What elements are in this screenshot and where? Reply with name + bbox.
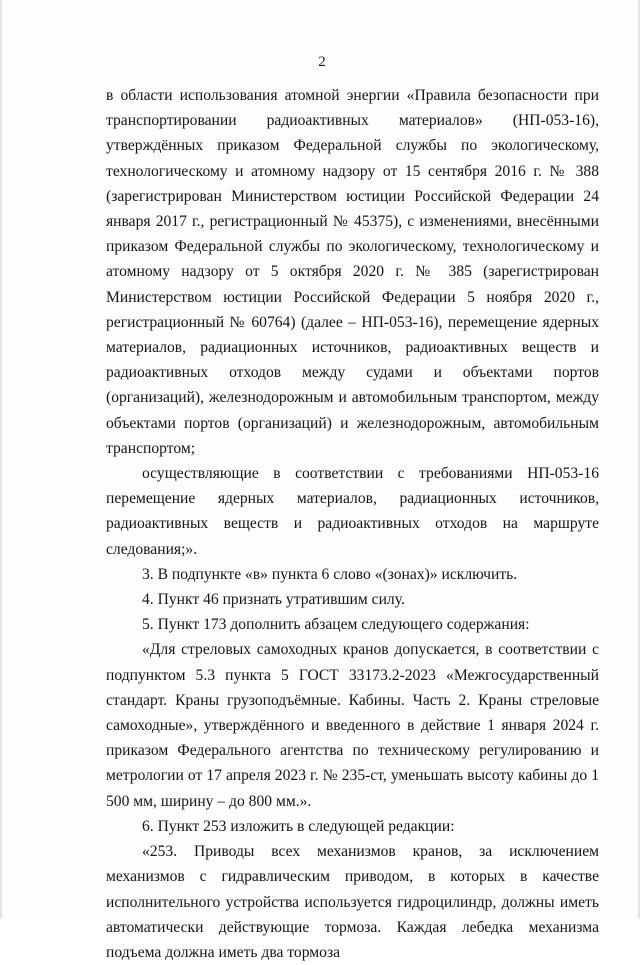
paragraph-quoted-addition: «Для стреловых самоходных кранов допускается, в соответствии с подпунктом 5.3 пункта 5 ГОСТ 33173.2-2023 «Межгосударственный стандарт. Краны грузоподъёмные. Кабины. Часть 2. Краны стреловые самоходные», утверждённого и введенного в действие 1 января 2024 г. приказом Федерального агентства по техническому регулированию и метрологии от 17 апреля 2023 г. № 235-ст, уменьшать высоту кабины до 1 500 мм, ширину – до 800 мм.». — [106, 641, 599, 810]
paragraph-item-5: 5. Пункт 173 дополнить абзацем следующего содержания: — [142, 616, 530, 634]
document-body — [106, 83, 599, 965]
paragraph-item-4: 4. Пункт 46 признать утратившим силу. — [142, 591, 405, 609]
paragraph-item-6: 6. Пункт 253 изложить в следующей редакции: — [142, 817, 455, 835]
paragraph-list-item: осуществляющие в соответствии с требованиями НП-053-16 перемещение ядерных материалов, радиационных источников, радиоактивных веществ и радиоактивных отходов на маршруте следования;». — [106, 465, 599, 558]
page-number: 2 — [318, 54, 326, 70]
paragraph-continuation: в области использования атомной энергии «Правила безопасности при транспортировании радиоактивных материалов» (НП-053-16), утверждённых приказом Федеральной службы по экологическому, технологическому и атомному надзору от 15 сентября 2016 г. № 388 (зарегистрирован Министерством юстиции Российской Федерации 24 января 2017 г., регистрационный № 45375), с изменениями, внесёнными приказом Федеральной службы по экологическому, технологическому и атомному надзору от 5 октября 2020 г. № 385 (зарегистрирован Министерством юстиции Российской Федерации 5 ноября 2020 г., регистрационный № 60764) (далее – НП-053-16), перемещение ядерных материалов, радиационных источников, радиоактивных веществ и радиоактивных отходов между судами и объектами портов (организаций), железнодорожным и автомобильным транспортом, между объектами портов (организаций) и железнодорожным, автомобильным транспортом; — [106, 87, 599, 457]
paragraph-item-3: 3. В подпункте «в» пункта 6 слово «(зонах)» исключить. — [142, 565, 518, 583]
paragraph-quoted-253: «253. Приводы всех механизмов кранов, за исключением механизмов с гидравлическим приводом, в которых в качестве исполнительного устройства используется гидроцилиндр, должны иметь автоматически действующие тормоза. Каждая лебедка механизма подъема должна иметь два тормоза — [106, 843, 599, 961]
